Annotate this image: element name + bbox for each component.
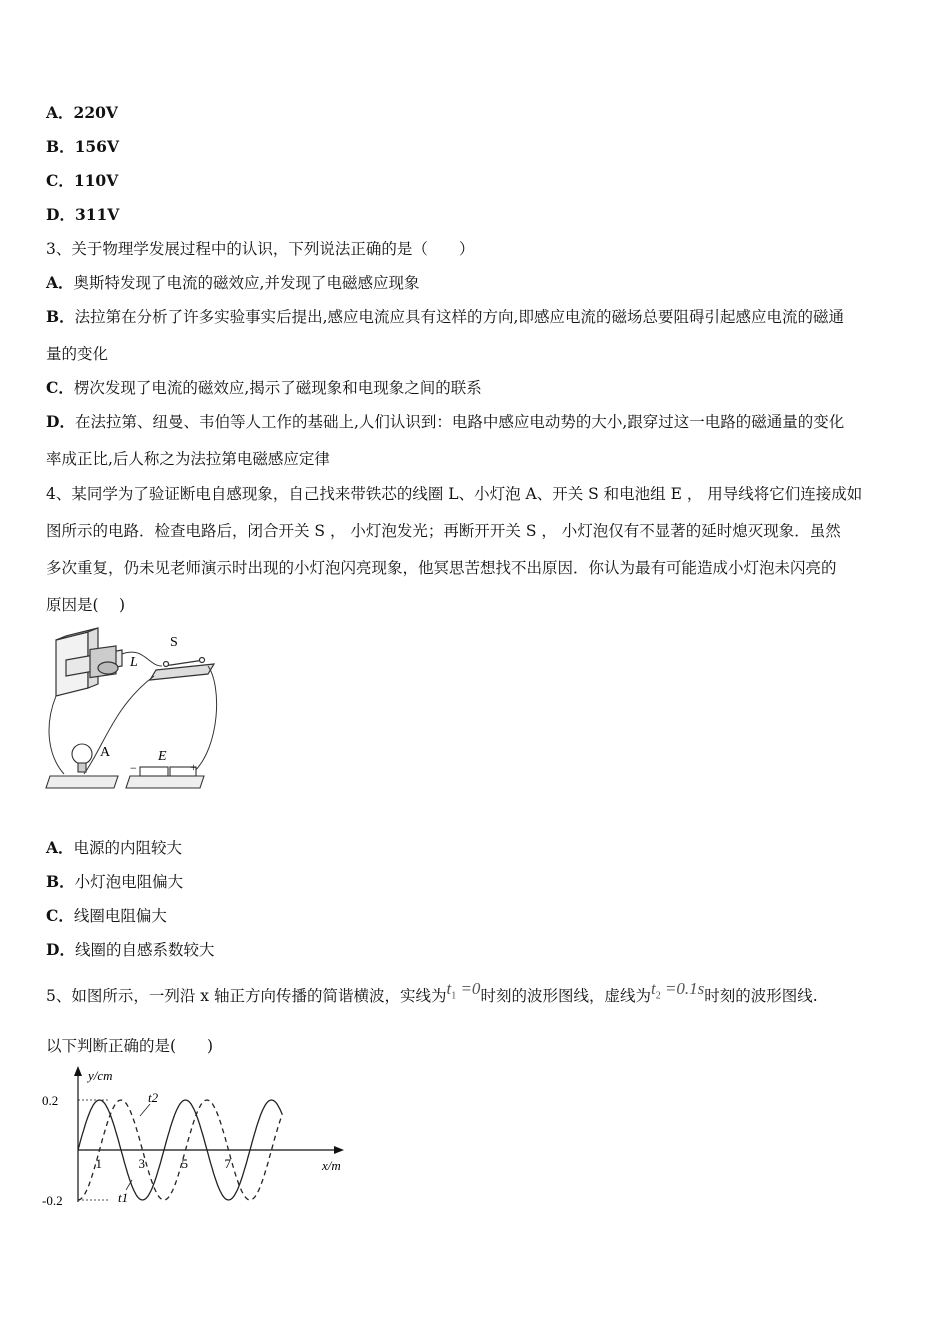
x-axis-label: x/m	[322, 1158, 341, 1173]
switch	[150, 658, 214, 681]
y-axis-label: y/cm	[88, 1068, 113, 1083]
q4-stem-line-1: 4、某同学为了验证断电自感现象，自己找来带铁芯的线圈 L、小灯泡 A、开关 S 和电池组 E ， 用导线将它们连接成如	[46, 485, 863, 503]
q5-stem-line-2: 以下判断正确的是( )	[46, 1037, 214, 1055]
series-label-t2-pointer	[140, 1104, 150, 1116]
q3-option-c: C．楞次发现了电流的磁效应,揭示了磁现象和电现象之间的联系	[46, 378, 482, 397]
q5-stem-part-1: 5、如图所示，一列沿 x 轴正方向传播的简谐横波，实线为	[46, 987, 447, 1005]
q3-option-a: A．奥斯特发现了电流的磁效应,并发现了电磁感应现象	[46, 273, 420, 292]
series-label-t2: t2	[148, 1090, 159, 1105]
q3-option-d-cont: 率成正比,后人称之为法拉第电磁感应定律	[46, 450, 330, 468]
coil-label: L	[130, 655, 138, 670]
q3-stem: 3、关于物理学发展过程中的认识，下列说法正确的是（ ）	[46, 240, 475, 258]
q5-stem-part-3: 时刻的波形图线.	[704, 987, 818, 1005]
q4-option-c: C．线圈电阻偏大	[46, 906, 167, 925]
q3-option-d: D．在法拉第、纽曼、韦伯等人工作的基础上,人们认识到：电路中感应电动势的大小,跟穿过这一电路的磁通量的变化	[46, 412, 845, 431]
y-tick-label: -0.2	[42, 1193, 63, 1208]
q4-option-a: A．电源的内阻较大	[46, 838, 183, 857]
q2-option-b: B．156V	[46, 137, 119, 156]
y-tick-label: 0.2	[42, 1093, 59, 1108]
t1-expression: $t_1 =0$	[446, 979, 481, 1002]
series-label-t1: t1	[118, 1190, 129, 1205]
q4-option-b: B．小灯泡电阻偏大	[46, 872, 184, 891]
switch-label: S	[170, 635, 178, 650]
x-tick-label: 7	[224, 1156, 231, 1171]
x-tick-label: 5	[181, 1156, 188, 1171]
y-axis	[74, 1066, 82, 1202]
battery-minus: −	[130, 761, 137, 775]
q5-stem-part-2: 时刻的波形图线，虚线为	[480, 987, 651, 1005]
battery-label: E	[158, 749, 167, 764]
q4-option-d: D．线圈的自感系数较大	[46, 940, 215, 959]
q2-option-d: D．311V	[46, 205, 120, 224]
q3-option-b: B．法拉第在分析了许多实验事实后提出,感应电流应具有这样的方向,即感应电流的磁场总要阻碍引起感应电流的磁通	[46, 307, 844, 326]
x-tick-label: 3	[138, 1156, 145, 1171]
q4-stem-line-2: 图所示的电路．检查电路后，闭合开关 S ， 小灯泡发光；再断开开关 S ， 小灯泡仅有不显著的延时熄灭现象．虽然	[46, 522, 841, 540]
x-tick-label: 1	[95, 1156, 102, 1171]
t2-expression: $t_2 =0.1s$	[650, 979, 705, 1002]
q2-option-a: A．220V	[46, 103, 118, 122]
wave-chart	[40, 1062, 360, 1212]
q5-stem	[46, 979, 818, 1013]
q2-option-c: C．110V	[46, 171, 119, 190]
iron-core-coil	[56, 628, 122, 696]
q4-stem-line-3: 多次重复，仍未见老师演示时出现的小灯泡闪亮现象，他冥思苦想找不出原因．你认为最有可能造成小灯泡未闪亮的	[46, 559, 837, 577]
x-axis	[78, 1146, 344, 1154]
battery-plus: +	[190, 760, 197, 774]
bulb-label: A	[100, 745, 111, 760]
q4-stem-line-4: 原因是( )	[46, 596, 126, 614]
circuit-figure	[44, 626, 224, 796]
q3-option-b-cont: 量的变化	[46, 345, 109, 363]
